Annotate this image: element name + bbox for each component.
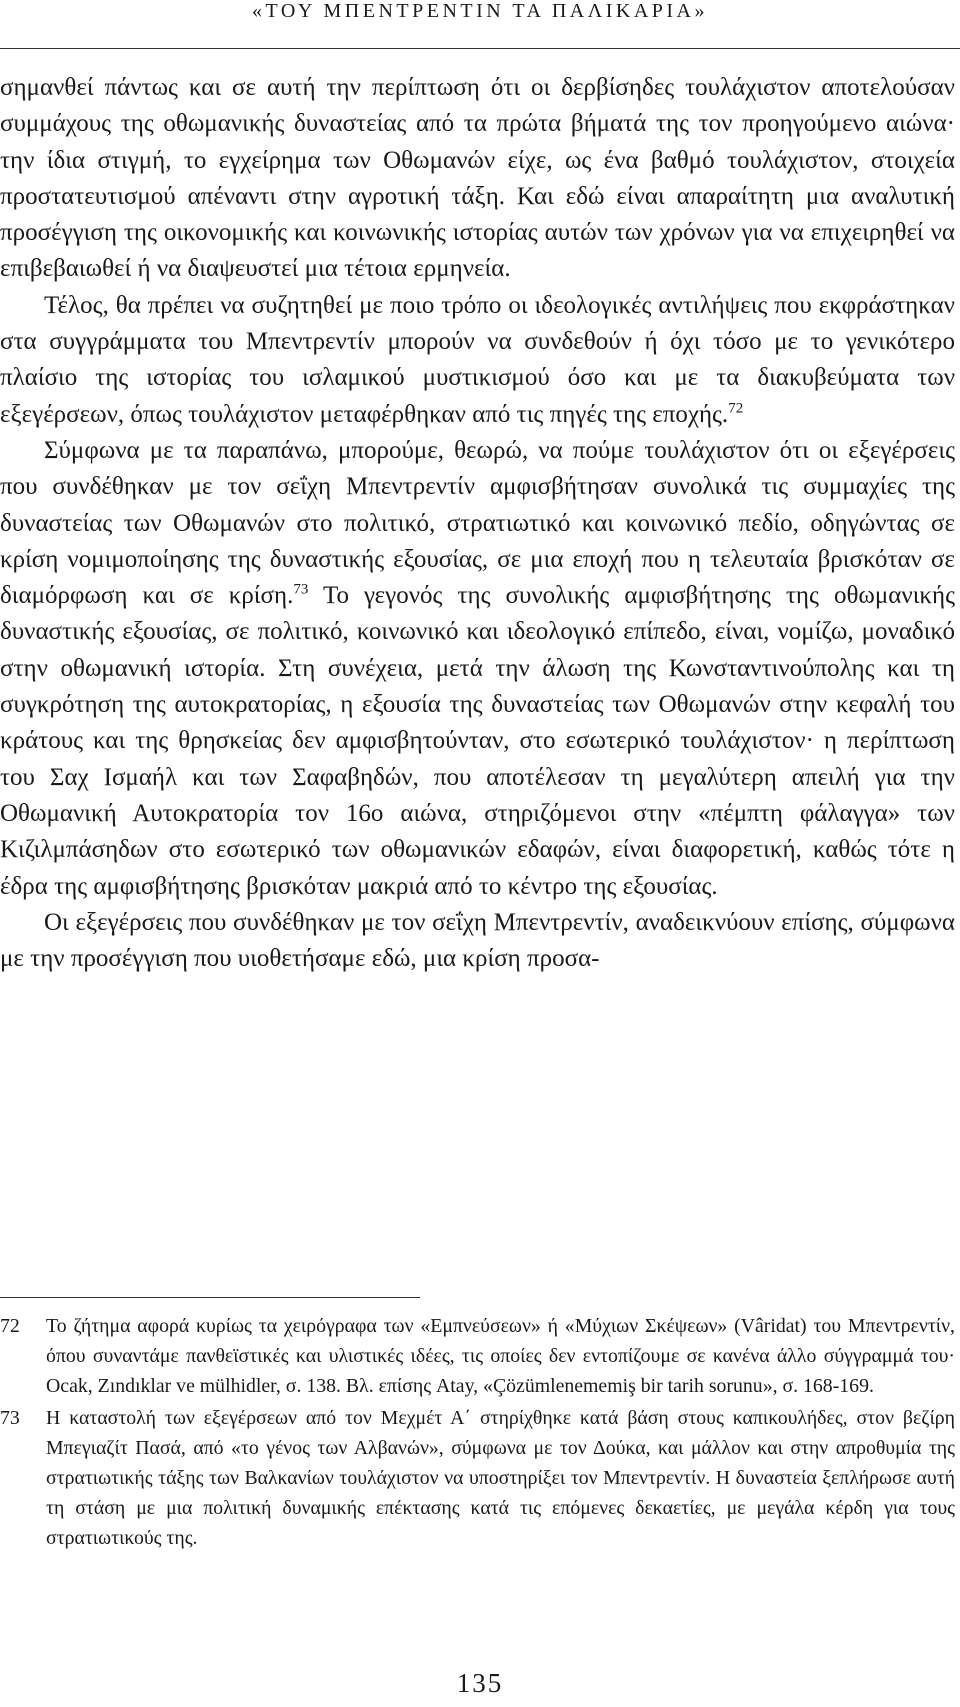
footnote-73 — [0, 1403, 955, 1554]
paragraph-text: Τέλος, θα πρέπει να συζητηθεί με ποιο τρόπο οι ιδεολογικές αντιλήψεις που εκφράστηκαν στα συγγράμματα του Μπεντρεντίν μπορούν να συνδεθούν ή όχι τόσο με το γενικότερο πλαίσιο της ιστορίας του ισλαμικού μυστικισμού όσο και με τα διακυβεύματα των εξεγέρσεων, όπως τουλάχιστον μεταφέρθηκαν από τις πηγές της εποχής. — [0, 291, 955, 428]
footnotes — [0, 1311, 955, 1555]
footnote-number: 73 — [0, 1406, 20, 1429]
footnote-text: Το ζήτημα αφορά κυρίως τα χειρόγραφα των «Εμπνεύσεων» ή «Μύχιων Σκέψεων» (Vâridat) του Μπεντρεντίν, όπου συναντάμε πανθεϊστικές και υλιστικές ιδέες, τις οποίες δεν εντοπίζουμε σε κανένα άλλο σύγγραμμά του· Ocak, Zındıklar ve mülhidler, σ. 138. Βλ. επίσης Atay, «Çözümlenememiş bir tarih sorunu», σ. 168-169. — [46, 1315, 955, 1398]
paragraph-1 — [0, 70, 955, 288]
paragraph-text: Σύμφωνα με τα παραπάνω, μπορούμε, θεωρώ, να πούμε τουλάχιστον ότι οι εξεγέρσεις που συνδέθηκαν με τον σεΐχη Μπεντρεντίν αμφισβήτησαν συνολικά τις συμμαχίες της δυναστείας των Οθωμανών στο πολιτικό, στρατιωτικό και κοινωνικό πεδίο, οδηγώντας σε κρίση νομιμοποίησης της δυναστικής εξουσίας, σε μια εποχή που η τελευταία βρισκόταν σε διαμόρφωση και σε κρίση. — [0, 436, 955, 610]
page-number: 135 — [456, 1668, 504, 1698]
paragraph-3 — [0, 433, 955, 905]
footnote-number: 72 — [0, 1315, 20, 1337]
main-text — [0, 70, 955, 977]
paragraph-2 — [0, 288, 955, 433]
footnote-72 — [0, 1311, 955, 1402]
footnote-text: Η καταστολή των εξεγέρσεων από τον Μεχμέτ Α΄ στηρίχθηκε κατά βάση στους καπικουλήδες, στον βεζίρη Μπεγιαζίτ Πασά, από «το γένος των Αλβανών», σύμφωνα με τον Δούκα, και μάλλον και στην απροθυμία της στρατιωτικής τάξης των Βαλκανίων τουλάχιστον να υποστηρίξει τον Μπεντρεντίν. Η δυναστεία ξεπλήρωσε αυτή τη στάση με μια πολιτική δυναμικής επέκτασης κατά τις επόμενες δεκαετίες, με μεγάλα κέρδη για τους στρατιωτικούς της. — [46, 1406, 955, 1550]
header-rule — [0, 48, 960, 49]
footnote-rule — [0, 1297, 420, 1298]
paragraph-text: Οι εξεγέρσεις που συνδέθηκαν με τον σεΐχη Μπεντρεντίν, αναδεικνύουν επίσης, σύμφωνα με την προσέγγιση που υιοθετήσαμε εδώ, μια κρίση προσα- — [0, 908, 955, 973]
footnote-ref-73[interactable]: 73 — [293, 581, 309, 598]
paragraph-text: σημανθεί πάντως και σε αυτή την περίπτωση ότι οι δερβίσηδες τουλάχιστον αποτελούσαν συμμάχους της οθωμανικής δυναστείας από τα πρώτα βήματά της τον προηγούμενο αιώνα· την ίδια στιγμή, το εγχείρημα των Οθωμανών είχε, ως ένα βαθμό τουλάχιστον, στοιχεία προστατευτισμού απέναντι στην αγροτική τάξη. Και εδώ είναι απαραίτητη μια αναλυτική προσέγγιση της οικονομικής και κοινωνικής ιστορίας αυτών των χρόνων για να επιχειρηθεί να επιβεβαιωθεί ή να διαψευστεί μια τέτοια ερμηνεία. — [0, 74, 955, 283]
running-head: «ΤΟΥ ΜΠΕΝΤΡΕΝΤΙΝ ΤΑ ΠΑΛΙΚΑΡΙΑ» — [252, 0, 708, 22]
footnote-ref-72[interactable]: 72 — [728, 400, 744, 417]
paragraph-4 — [0, 905, 955, 978]
paragraph-text-continued: Το γεγονός της συνολικής αμφισβήτησης της οθωμανικής δυναστικής εξουσίας, σε πολιτικό, κοινωνικό και ιδεολογικό επίπεδο, είναι, νομίζω, μοναδικό στην οθωμανική ιστορία. Στη συνέχεια, μετά την άλωση της Κωνσταντινούπολης και τη συγκρότηση της αυτοκρατορίας, η εξουσία της δυναστείας των Οθωμανών στην κεφαλή του κράτους και της θρησκείας δεν αμφισβητούνταν, στο εσωτερικό τουλάχιστον· η περίπτωση του Σαχ Ισμαήλ και των Σαφαβηδών, που αποτέλεσαν τη μεγαλύτερη απειλή για την Οθωμανική Αυτοκρατορία τον 16ο αιώνα, στηριζόμενοι στην «πέμπτη φάλαγγα» των Κιζιλμπάσηδων στο εσωτερικό των οθωμανικών εδαφών, είναι διαφορετική, καθώς τότε η έδρα της αμφισβήτησης βρισκόταν μακριά από το κέντρο της εξουσίας. — [0, 582, 955, 900]
